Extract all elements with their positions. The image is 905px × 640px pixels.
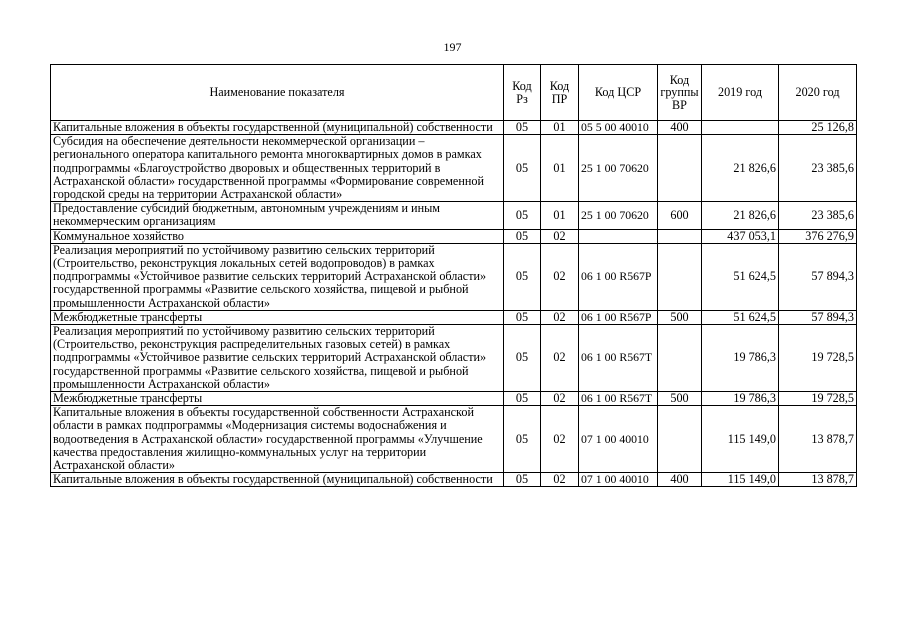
cell-2019: 51 624,5 xyxy=(702,310,779,324)
cell-name: Капитальные вложения в объекты государственной (муниципальной) собственности xyxy=(51,473,504,487)
cell-2020: 57 894,3 xyxy=(779,243,857,310)
cell-name: Предоставление субсидий бюджетным, автономным учреждениям и иным некоммерческим организациям xyxy=(51,202,504,229)
cell-rz: 05 xyxy=(504,392,541,406)
table-row xyxy=(51,121,857,135)
cell-csr xyxy=(579,229,658,243)
cell-name: Межбюджетные трансферты xyxy=(51,310,504,324)
cell-name: Реализация мероприятий по устойчивому развитию сельских территорий (Строительство, реконструкция локальных сетей водопроводов) в рамках подпрограммы «Устойчивое развитие сельских территорий Астраханской области» государственной программы «Развитие сельского хозяйства, пищевой и рыбной промышленности Астраханской области» xyxy=(51,243,504,310)
cell-name: Коммунальное хозяйство xyxy=(51,229,504,243)
cell-rz: 05 xyxy=(504,310,541,324)
cell-2020: 19 728,5 xyxy=(779,392,857,406)
cell-2020: 13 878,7 xyxy=(779,473,857,487)
cell-csr: 06 1 00 R567P xyxy=(579,310,658,324)
cell-2019: 21 826,6 xyxy=(702,202,779,229)
cell-rz: 05 xyxy=(504,243,541,310)
cell-vr xyxy=(658,135,702,202)
cell-2019: 51 624,5 xyxy=(702,243,779,310)
cell-2019: 115 149,0 xyxy=(702,406,779,473)
cell-vr: 500 xyxy=(658,310,702,324)
cell-vr xyxy=(658,229,702,243)
cell-vr: 400 xyxy=(658,473,702,487)
cell-pr: 02 xyxy=(541,310,579,324)
cell-pr: 01 xyxy=(541,121,579,135)
cell-2019: 437 053,1 xyxy=(702,229,779,243)
cell-2019: 21 826,6 xyxy=(702,135,779,202)
cell-name: Реализация мероприятий по устойчивому развитию сельских территорий (Строительство, реконструкция распределительных газовых сетей) в рамках подпрограммы «Устойчивое развитие сельских территорий Астраханской области» государственной программы «Развитие сельского хозяйства, пищевой и рыбной промышленности Астраханской области» xyxy=(51,325,504,392)
cell-2020: 25 126,8 xyxy=(779,121,857,135)
cell-name: Межбюджетные трансферты xyxy=(51,392,504,406)
cell-vr xyxy=(658,243,702,310)
header-row xyxy=(51,65,857,121)
cell-pr: 02 xyxy=(541,392,579,406)
cell-csr: 06 1 00 R567P xyxy=(579,243,658,310)
table-row xyxy=(51,406,857,473)
cell-vr: 400 xyxy=(658,121,702,135)
cell-pr: 02 xyxy=(541,473,579,487)
cell-name: Капитальные вложения в объекты государственной собственности Астраханской области в рамках подпрограммы «Модернизация системы водоснабжения и водоотведения в Астраханской области» государственной программы «Улучшение качества предоставления жилищно-коммунальных услуг на территории Астраханской области» xyxy=(51,406,504,473)
table-row xyxy=(51,310,857,324)
cell-vr: 500 xyxy=(658,392,702,406)
cell-2019: 19 786,3 xyxy=(702,325,779,392)
cell-rz: 05 xyxy=(504,135,541,202)
cell-csr: 07 1 00 40010 xyxy=(579,406,658,473)
cell-2019 xyxy=(702,121,779,135)
cell-2020: 57 894,3 xyxy=(779,310,857,324)
cell-rz: 05 xyxy=(504,325,541,392)
cell-pr: 02 xyxy=(541,325,579,392)
table-row xyxy=(51,243,857,310)
cell-csr: 07 1 00 40010 xyxy=(579,473,658,487)
cell-vr xyxy=(658,325,702,392)
cell-2020: 19 728,5 xyxy=(779,325,857,392)
header-rz: Код Рз xyxy=(504,65,541,121)
table-row xyxy=(51,473,857,487)
cell-pr: 01 xyxy=(541,202,579,229)
cell-pr: 02 xyxy=(541,229,579,243)
cell-2020: 23 385,6 xyxy=(779,202,857,229)
budget-table xyxy=(50,64,857,487)
table-row xyxy=(51,135,857,202)
cell-rz: 05 xyxy=(504,406,541,473)
header-2019: 2019 год xyxy=(702,65,779,121)
table-row xyxy=(51,325,857,392)
header-pr: Код ПР xyxy=(541,65,579,121)
cell-rz: 05 xyxy=(504,229,541,243)
cell-rz: 05 xyxy=(504,473,541,487)
cell-rz: 05 xyxy=(504,202,541,229)
cell-csr: 06 1 00 R567T xyxy=(579,325,658,392)
header-csr: Код ЦСР xyxy=(579,65,658,121)
cell-vr xyxy=(658,406,702,473)
cell-pr: 01 xyxy=(541,135,579,202)
header-2020: 2020 год xyxy=(779,65,857,121)
cell-name: Капитальные вложения в объекты государственной (муниципальной) собственности xyxy=(51,121,504,135)
cell-csr: 05 5 00 40010 xyxy=(579,121,658,135)
cell-2020: 376 276,9 xyxy=(779,229,857,243)
table-row xyxy=(51,392,857,406)
cell-2020: 23 385,6 xyxy=(779,135,857,202)
cell-csr: 25 1 00 70620 xyxy=(579,135,658,202)
table-row xyxy=(51,202,857,229)
cell-pr: 02 xyxy=(541,243,579,310)
cell-2019: 19 786,3 xyxy=(702,392,779,406)
cell-rz: 05 xyxy=(504,121,541,135)
cell-2020: 13 878,7 xyxy=(779,406,857,473)
cell-csr: 06 1 00 R567T xyxy=(579,392,658,406)
cell-name: Субсидия на обеспечение деятельности некоммерческой организации – регионального оператора капитального ремонта многоквартирных домов в рамках подпрограммы «Благоустройство дворовых и общественных территорий в Астраханской области» государственной программы «Формирование современной городской среды на территории Астраханской области» xyxy=(51,135,504,202)
header-vr: Код группы ВР xyxy=(658,65,702,121)
header-name: Наименование показателя xyxy=(51,65,504,121)
cell-csr: 25 1 00 70620 xyxy=(579,202,658,229)
cell-pr: 02 xyxy=(541,406,579,473)
cell-2019: 115 149,0 xyxy=(702,473,779,487)
table-row xyxy=(51,229,857,243)
cell-vr: 600 xyxy=(658,202,702,229)
page-number: 197 xyxy=(443,40,462,54)
